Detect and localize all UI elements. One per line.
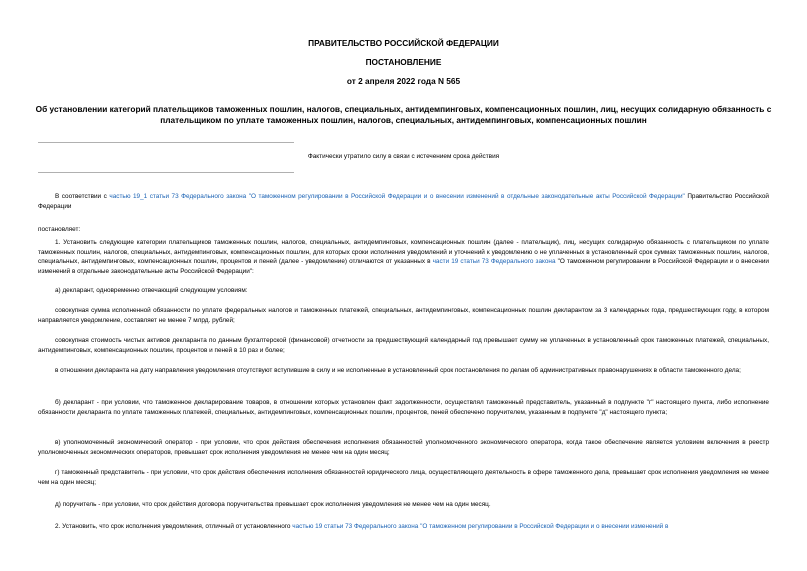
- document-type-heading: ПОСТАНОВЛЕНИЕ: [365, 57, 442, 67]
- subitem-a-condition-2: совокупная стоимость чистых активов декларанта по данным бухгалтерской (финансовой) отчетности за предшествующий календарный год превышает сумму не уплаченных в установленный срок таможенных платежей, специальных, антидемпинговых, компенсационных пошлин, процентов и пеней в 10 раз и более;: [38, 337, 769, 354]
- item-2-law-link[interactable]: частью 19 статьи 73 Федерального закона "О таможенном регулировании в Российской Федерации и о внесении изменений в: [292, 523, 669, 530]
- status-note: Фактически утратило силу в связи с истечением срока действия: [307, 153, 500, 160]
- intro-paragraph: [38, 192, 769, 211]
- item-1-law-link[interactable]: части 19 статьи 73 Федерального закона: [432, 258, 556, 265]
- document-title: Об установлении категорий плательщиков таможенных пошлин, налогов, специальных, антидемпинговых, компенсационных пошлин, лиц, несущих солидарную обязанность с плательщиком по уплате таможенных пошлин, налогов, специальных, антидемпинговых, компенсационных пошлин: [35, 104, 772, 125]
- subitem-d: д) поручитель - при условии, что срок действия договора поручительства превышает срок исполнения уведомления не менее чем на один месяц.: [55, 501, 491, 508]
- status-divider-bottom: [38, 172, 294, 173]
- item-1-paragraph: [38, 238, 769, 276]
- document-date-number: от 2 апреля 2022 года N 565: [346, 76, 461, 86]
- decree-word: постановляет:: [38, 226, 81, 233]
- government-heading: ПРАВИТЕЛЬСТВО РОССИЙСКОЙ ФЕДЕРАЦИИ: [308, 38, 499, 48]
- subitem-g: г) таможенный представитель - при условии, что срок действия обеспечения исполнения обязанностей юридического лица, осуществляющего деятельность в сфере таможенного дела, превышает срок исполнения уведомления не менее чем на один месяц;: [38, 469, 769, 486]
- subitem-a-condition-1: совокупная сумма исполненной обязанности по уплате федеральных налогов и таможенных платежей, специальных, антидемпинговых, компенсационных пошлин декларантом за 3 календарных года, предшествующих году, в котором направляется уведомление, составляет не менее 7 млрд. рублей;: [38, 307, 769, 324]
- item-1-text-start: 1. Установить следующие категории плательщиков таможенных пошлин, налогов, специальных, антидемпинговых, компенсационных пошлин (далее - плательщик), лиц, несущих солидарную обязанность с плательщиком по уплате таможенных пошлин, налогов, специальных, антидемпинговых, компенсационных пошлин, для которых сроки исполнения уведомлений и уточнений к уведомлению о не уплаченных в установленный срок суммах таможенных пошлин, налогов, специальных, антидемпинговых, компенсационных пошлин, процентов и пеней (далее - уведомление) отличаются от указанных в: [38, 239, 769, 265]
- status-divider-top: [38, 142, 294, 143]
- subitem-v: в) уполномоченный экономический оператор - при условии, что срок действия обеспечения исполнения обязанностей уполномоченного экономического оператора, когда такое обеспечение является условием включения в реестр уполномоченных экономических операторов, превышает срок исполнения уведомления не менее чем на один месяц;: [38, 439, 769, 456]
- subitem-a: а) декларант, одновременно отвечающий следующим условиям:: [55, 287, 248, 294]
- item-1-text-end: "О таможенном регулировании в Российской Федерации и о внесении изменений в отдельные законодательные акты Российской Федерации":: [38, 258, 770, 275]
- subitem-a-condition-3: в отношении декларанта на дату направления уведомления отсутствуют вступившие в силу и не исполненные в установленный срок постановления по делам об административных правонарушениях в области таможенного дела;: [55, 367, 741, 374]
- subitem-b: б) декларант - при условии, что таможенное декларирование товаров, в отношении которых установлен факт задолженности, осуществлял таможенный представитель, указанный в подпункте "г" настоящего пункта, либо исполнение обязанности декларанта по уплате таможенных платежей, специальных, антидемпинговых, компенсационных пошлин, процентов, пеней обеспечено поручителем, указанным в подпункте "д" настоящего пункта;: [38, 399, 769, 416]
- item-2-text-start: 2. Установить, что срок исполнения уведомления, отличный от установленного: [55, 523, 293, 530]
- intro-text-start: В соответствии с: [55, 193, 110, 200]
- intro-text-end: Правительство Российской Федерации: [38, 193, 770, 210]
- item-2-paragraph: [38, 522, 769, 532]
- intro-law-link[interactable]: частью 19_1 статьи 73 Федерального закона "О таможенном регулировании в Российской Федерации и о внесении изменений в отдельные законодательные акты Российской Федерации": [109, 193, 685, 200]
